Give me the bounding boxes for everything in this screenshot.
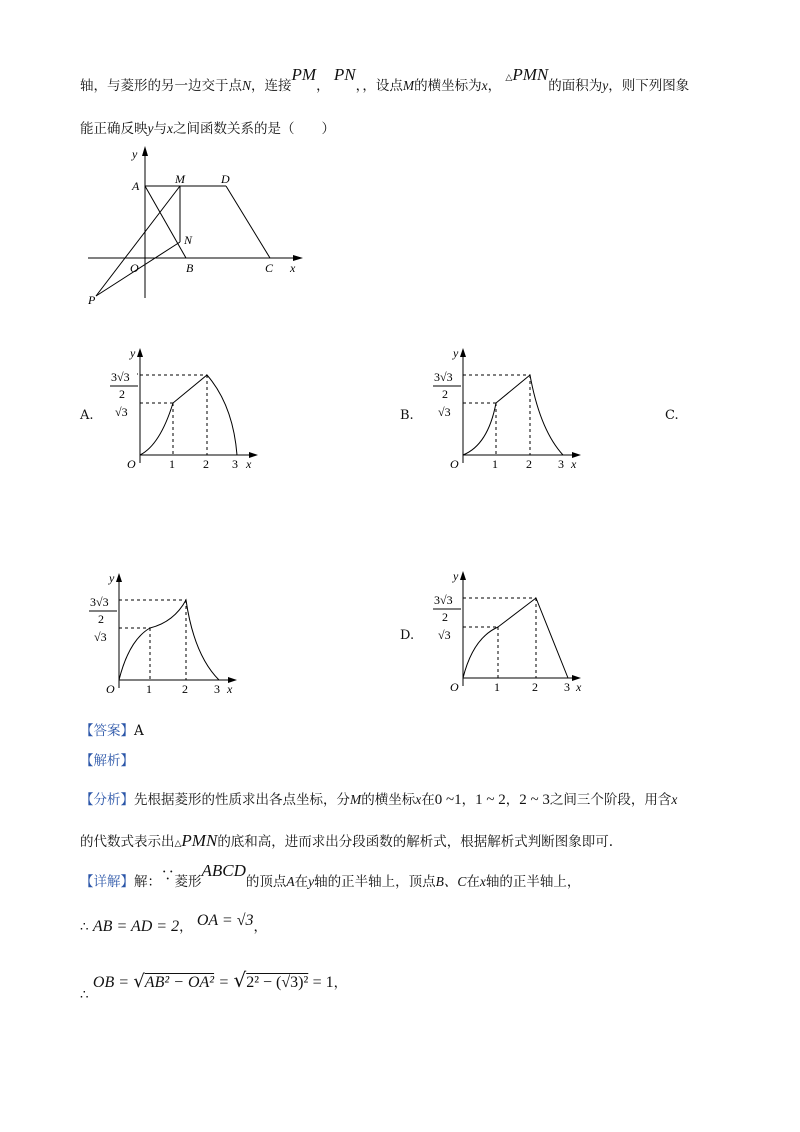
graph-tick-3: 3 <box>214 682 220 695</box>
fenxi-line-1: 【分析】先根据菱形的性质求出各点坐标，分M的横坐标x在0 ~1，1 ~ 2，2 ~ 3之间三个阶段，用含x <box>80 792 678 808</box>
xiangjie-line-1: 【详解】解：∵菱形ABCD的顶点A在y轴的正半轴上，顶点B、C在x轴的正半轴上， <box>80 861 581 890</box>
option-a-label: A. <box>80 408 94 423</box>
graph-top-num: 3√3 <box>90 595 109 609</box>
fig-label-y: y <box>132 147 138 161</box>
graph-top-den: 2 <box>119 387 125 401</box>
option-b-label: B. <box>400 408 414 423</box>
graph-y-label: y <box>453 346 459 360</box>
answer-value: A <box>134 723 144 739</box>
graph-x-label: x <box>227 682 233 695</box>
graph-x-label: x <box>576 680 582 693</box>
graph-tick-3: 3 <box>564 680 570 693</box>
fig-label-a: A <box>132 179 140 193</box>
fig-label-c: C <box>265 261 274 275</box>
graph-y-label: y <box>453 569 459 583</box>
graph-top-num: 3√3 <box>434 593 453 607</box>
graph-mid-label: √3 <box>94 630 107 644</box>
graph-tick-1: 1 <box>492 457 498 470</box>
graph-tick-2: 2 <box>532 680 538 693</box>
rhombus-figure <box>0 0 800 320</box>
question-line-2: 能正确反映y与x之间函数关系的是（ ） <box>80 121 335 137</box>
graph-origin-label: O <box>450 457 459 470</box>
graph-tick-1: 1 <box>146 682 152 695</box>
question-line-1: 轴，与菱形的另一边交于点N，连接PM， PN，，设点M的横坐标为x， △PMN的面积为y，则下列图象 <box>80 65 690 94</box>
answer-tag: 【答案】 <box>80 723 134 739</box>
analysis-line <box>80 749 134 769</box>
graph-top-den: 2 <box>442 610 448 624</box>
graph-y-label: y <box>109 571 115 585</box>
graph-tick-3: 3 <box>232 457 238 470</box>
graph-mid-label: √3 <box>438 628 451 642</box>
graph-origin-label: O <box>127 457 136 470</box>
fig-label-b: B <box>186 261 194 275</box>
xiangjie-line-2: ∴ AB = AD = 2， OA = √3， <box>80 912 267 935</box>
fig-label-p: P <box>88 293 96 307</box>
fig-label-d: D <box>221 172 230 186</box>
graph-y-label: y <box>130 346 136 360</box>
graph-x-label: x <box>246 457 252 470</box>
graph-mid-label: √3 <box>438 405 451 419</box>
fenxi-line-2: 的代数式表示出△PMN的底和高，进而求出分段函数的解析式，根据解析式判断图象即可. <box>80 831 614 850</box>
analysis-tag: 【解析】 <box>80 753 134 769</box>
graph-c <box>84 570 244 695</box>
graph-mid-label: √3 <box>115 405 128 419</box>
option-d-label: D. <box>400 628 415 643</box>
graph-tick-3: 3 <box>558 457 564 470</box>
graph-top-num: 3√3 <box>434 370 453 384</box>
graph-a <box>105 345 265 470</box>
fig-label-n: N <box>184 233 193 247</box>
option-c-label: C. <box>665 408 679 423</box>
graph-tick-2: 2 <box>203 457 209 470</box>
graph-top-den: 2 <box>98 612 104 626</box>
graph-tick-1: 1 <box>494 680 500 693</box>
graph-top-den: 2 <box>442 387 448 401</box>
graph-tick-2: 2 <box>526 457 532 470</box>
graph-origin-label: O <box>450 680 459 693</box>
graph-tick-2: 2 <box>182 682 188 695</box>
fig-label-m: M <box>175 172 185 186</box>
graph-d <box>428 568 588 693</box>
graph-top-num: 3√3 <box>111 370 130 384</box>
graph-tick-1: 1 <box>169 457 175 470</box>
graph-x-label: x <box>571 457 577 470</box>
fig-label-x: x <box>290 261 296 275</box>
answer-line <box>80 719 144 739</box>
fig-label-o: O <box>130 261 139 275</box>
graph-b <box>428 345 588 470</box>
graph-origin-label: O <box>106 682 115 695</box>
xiangjie-line-3: ∴ OB = √AB² − OA² = √2² − (√3)² = 1， <box>80 968 348 1003</box>
